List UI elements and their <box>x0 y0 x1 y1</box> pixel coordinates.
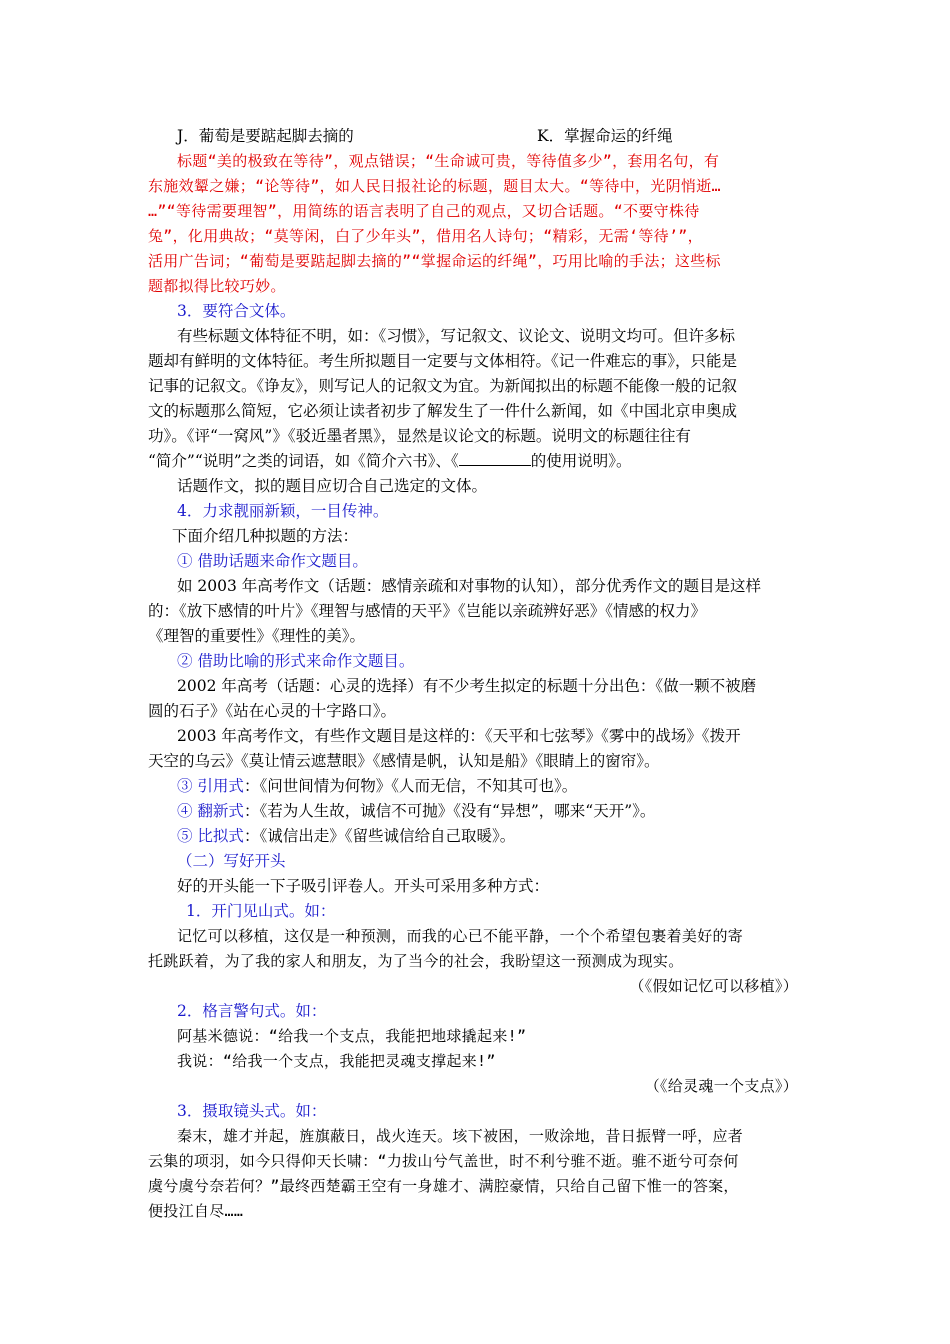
paragraph-line: 记事的记叙文。《诤友》，则写记人的记叙文为宜。为新闻拟出的标题不能像一般的记叙 <box>148 377 738 395</box>
red-comment-line: 题都拟得比较巧妙。 <box>148 277 286 295</box>
source-citation: （《给灵魂一个支点》） <box>644 1077 798 1095</box>
heading-4: 4．力求靓丽新颖，一目传神。 <box>177 502 389 520</box>
genre-paragraph <box>148 324 808 474</box>
topic-line: 话题作文，拟的题目应切合自己选定的文体。 <box>177 477 488 495</box>
paragraph-line: 的：《放下感情的叶片》《理智与感情的天平》《岂能以亲疏辨好恶》《情感的权力》 <box>148 602 707 620</box>
method-5 <box>148 824 808 849</box>
red-comment-line: 活用广告词；“葡萄是要踮起脚去摘的”“掌握命运的纤绳”，巧用比喻的手法；这些标 <box>148 252 721 270</box>
genre-last-before: “简介”“说明”之类的词语，如《简介六书》、《 <box>148 452 459 470</box>
method-4-text: ：《若为人生故，诚信不可抛》《没有“异想”，哪来“天开”》。 <box>243 802 656 820</box>
opening-2-heading: 2．格言警句式。如： <box>177 1002 327 1020</box>
red-comment-line: 标题“美的极致在等待”，观点错误；“生命诚可贵，等待值多少”，套用名句，有 <box>177 152 720 170</box>
methods-intro: 下面介绍几种拟题的方法： <box>172 527 359 545</box>
paragraph-line: 记忆可以移植，这仅是一种预测，而我的心已不能平静，一个个希望包裹着美好的寄 <box>177 927 744 945</box>
method-1-heading: ① 借助话题来命作文题目。 <box>177 552 368 570</box>
method-5-label: ⑤ 比拟式 <box>177 827 244 845</box>
paragraph-line: 虞兮虞兮奈若何？”最终西楚霸王空有一身雄才、满腔豪情，只给自己留下惟一的答案， <box>148 1177 739 1195</box>
paragraph-line: 天空的乌云》《莫让情云遮慧眼》《感情是帆，认知是船》《眼睛上的窗帘》。 <box>148 752 660 770</box>
paragraph-line: 《理智的重要性》《理性的美》。 <box>148 627 366 645</box>
paragraph-line: 如 2003 年高考作文（话题：感情亲疏和对事物的认知），部分优秀作文的题目是这样 <box>177 577 762 595</box>
fill-blank <box>459 450 531 466</box>
paragraph-line: 有些标题文体特征不明，如：《习惯》，写记叙文、议论文、说明文均可。但许多标 <box>177 327 736 345</box>
section-2-intro: 好的开头能一下子吸引评卷人。开头可采用多种方式： <box>177 877 550 895</box>
paragraph-line: 便投江自尽…… <box>148 1202 244 1220</box>
method-3 <box>148 774 808 799</box>
opening-1-heading: 1．开门见山式。如： <box>186 902 336 920</box>
paragraph-line: 秦末，雄才并起，旌旗蔽日，战火连天。垓下被困，一败涂地，昔日振臂一呼，应者 <box>177 1127 744 1145</box>
source-citation: （《假如记忆可以移植》） <box>629 977 798 995</box>
paragraph-line: 圆的石子》《站在心灵的十字路口》。 <box>148 702 397 720</box>
paragraph-line <box>148 449 808 474</box>
document-page <box>148 124 808 1224</box>
paragraph-line: 文的标题那么简短，它必须让读者初步了解发生了一件什么新闻，如《中国北京申奥成 <box>148 402 738 420</box>
red-comment-line: 兔”，化用典故；“莫等闲，白了少年头”，借用名人诗句；“精彩，无需‘等待’”， <box>148 227 703 245</box>
genre-last-after: 的使用说明》。 <box>530 452 632 470</box>
paragraph-line: 2003 年高考作文，有些作文题目是这样的：《天平和七弦琴》《雾中的战场》《拨开 <box>177 727 741 745</box>
option-j: J．葡萄是要踮起脚去摘的 <box>177 127 354 145</box>
method-5-text: ：《诚信出走》《留些诚信给自己取暖》。 <box>243 827 516 845</box>
paragraph-line: 云集的项羽，如今只得仰天长啸：“力拔山兮气盖世，时不利兮骓不逝。骓不逝兮可奈何 <box>148 1152 739 1170</box>
method-4 <box>148 799 808 824</box>
paragraph-line: 题却有鲜明的文体特征。考生所拟题目一定要与文体相符。《记一件难忘的事》，只能是 <box>148 352 738 370</box>
method-2-heading: ② 借助比喻的形式来命作文题目。 <box>177 652 415 670</box>
options-line <box>148 124 808 149</box>
opening-3-heading: 3．摄取镜头式。如： <box>177 1102 327 1120</box>
quote-line: 我说：“给我一个支点，我能把灵魂支撑起来!” <box>177 1052 496 1070</box>
paragraph-line: 托跳跃着，为了我的家人和朋友，为了当今的社会，我盼望这一预测成为现实。 <box>148 952 684 970</box>
method-3-text: ：《问世间情为何物》《人而无信，不知其可也》。 <box>243 777 578 795</box>
paragraph-line: 功》。《评“一窝风”》《驳近墨者黑》，显然是议论文的标题。说明文的标题往往有 <box>148 427 691 445</box>
option-k: K．掌握命运的纤绳 <box>537 127 673 145</box>
red-comment <box>148 149 808 299</box>
paragraph-line: 2002 年高考（话题：心灵的选择）有不少考生拟定的标题十分出色：《做一颗不被磨 <box>177 677 757 695</box>
method-4-label: ④ 翻新式 <box>177 802 244 820</box>
red-comment-line: …”“等待需要理智”，用简练的语言表明了自己的观点，又切合话题。“不要守株待 <box>148 202 700 220</box>
heading-3: 3．要符合文体。 <box>177 302 296 320</box>
red-comment-line: 东施效颦之嫌；“论等待”，如人民日报社论的标题，题目太大。“等待中，光阴悄逝… <box>148 177 721 195</box>
quote-line: 阿基米德说：“给我一个支点，我能把地球撬起来!” <box>177 1027 527 1045</box>
method-3-label: ③ 引用式 <box>177 777 244 795</box>
section-2-heading: （二）写好开头 <box>177 852 286 870</box>
